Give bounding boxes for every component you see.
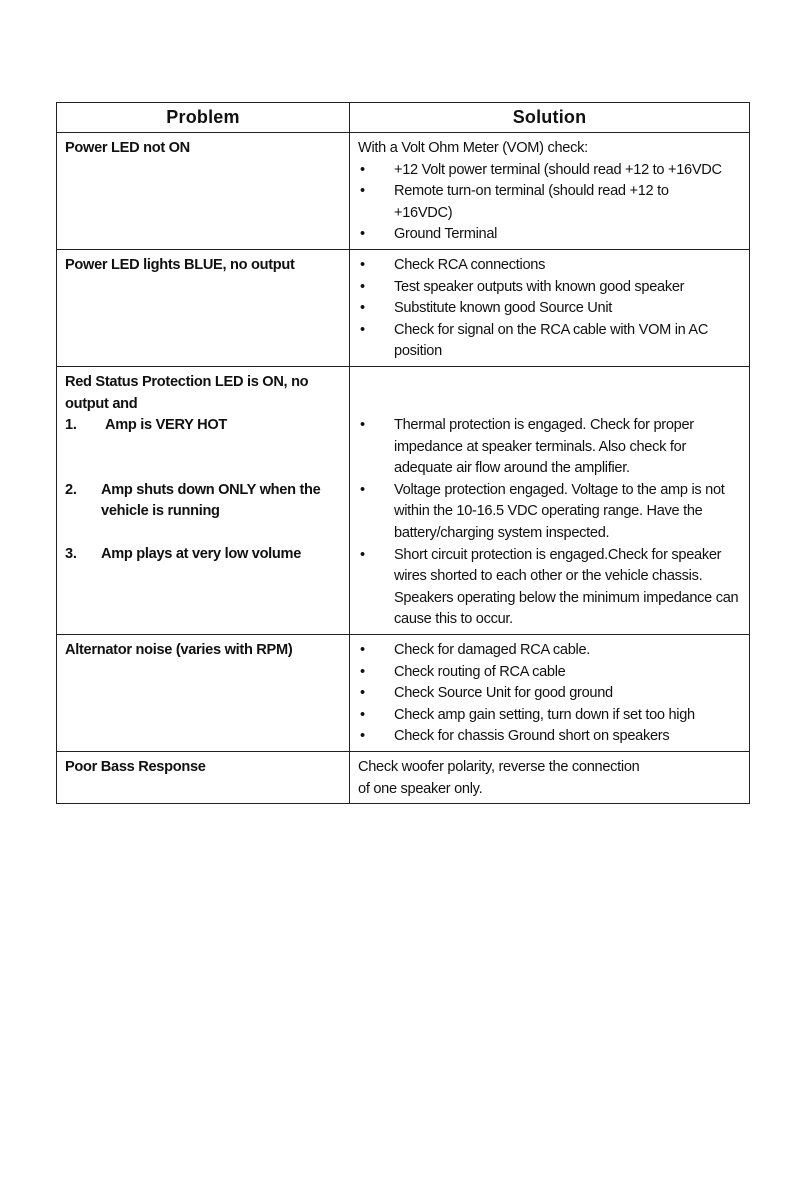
bullet-icon: • <box>360 300 365 317</box>
bullet-icon: • <box>360 183 365 200</box>
solution-bullet-list <box>358 640 743 748</box>
problem-cell <box>57 249 350 366</box>
table-header-row <box>57 103 750 133</box>
list-item: • Check RCA connections <box>358 255 743 277</box>
problem-heading: Red Status Protection LED is ON, no output and <box>65 373 309 412</box>
item-number: 2. <box>65 481 77 498</box>
table-row <box>57 133 750 250</box>
table-row <box>57 366 750 634</box>
troubleshooting-table <box>56 102 750 804</box>
problem-cell <box>57 751 350 803</box>
bullet-icon: • <box>360 641 365 658</box>
table-row <box>57 634 750 751</box>
bullet-icon: • <box>360 706 365 723</box>
list-item: • Substitute known good Source Unit <box>358 298 743 320</box>
bullet-icon: • <box>360 226 365 243</box>
problem-cell <box>57 366 350 634</box>
table-row <box>57 751 750 803</box>
problem-text: Alternator noise (varies with RPM) <box>65 641 293 658</box>
solution-cell <box>350 634 750 751</box>
problem-text: Power LED not ON <box>65 140 190 156</box>
solution-column-header: Solution <box>350 103 750 133</box>
solution-bullet-list <box>358 255 743 363</box>
list-item: • Check for signal on the RCA cable with VOM in AC position <box>360 321 709 360</box>
solution-intro: With a Volt Ohm Meter (VOM) check: <box>358 140 588 156</box>
problem-text: Poor Bass Response <box>65 758 206 775</box>
list-item: • +12 Volt power terminal (should read +12 to +16VDC <box>358 160 743 182</box>
bullet-icon: • <box>360 546 365 563</box>
list-item: • Voltage protection engaged. Voltage to the amp is not within the 10-16.5 VDC operating range. Have the battery/charging system inspected. <box>360 481 725 541</box>
problem-cell <box>57 634 350 751</box>
bullet-icon: • <box>360 321 365 338</box>
numbered-problem-item <box>65 544 343 566</box>
problem-cell <box>57 133 350 250</box>
bullet-icon: • <box>360 416 365 433</box>
solution-line: Check woofer polarity, reverse the connection <box>358 758 640 775</box>
bullet-icon: • <box>360 256 365 273</box>
problem-text: Amp plays at very low volume <box>101 545 302 562</box>
problem-text: Power LED lights BLUE, no output <box>65 256 295 273</box>
list-item: • Ground Terminal <box>358 224 743 246</box>
numbered-problem-item <box>65 480 343 523</box>
bullet-icon: • <box>360 728 365 745</box>
item-number: 3. <box>65 545 77 562</box>
solution-cell <box>350 751 750 803</box>
numbered-problem-item <box>65 415 343 437</box>
table-row <box>57 249 750 366</box>
solution-line: of one speaker only. <box>358 780 483 797</box>
list-item: • Check routing of RCA cable <box>358 662 743 684</box>
item-number: 1. <box>65 417 77 434</box>
list-item: • Thermal protection is engaged. Check for proper impedance at speaker terminals. Also check for adequate air flow around the amplifier. <box>360 416 694 477</box>
solution-cell <box>350 249 750 366</box>
solution-bullet-list <box>358 160 743 246</box>
bullet-icon: • <box>360 278 365 295</box>
list-item: • Check for damaged RCA cable. <box>358 640 743 662</box>
problem-text: Amp is VERY HOT <box>105 417 228 434</box>
bullet-icon: • <box>360 663 365 680</box>
bullet-icon: • <box>360 481 365 498</box>
problem-column-header: Problem <box>57 103 350 133</box>
list-item: • Check for chassis Ground short on speakers <box>358 726 743 748</box>
problem-text: Amp shuts down ONLY when the vehicle is running <box>101 481 321 520</box>
list-item: • Short circuit protection is engaged.Check for speaker wires shorted to each other or the vehicle chassis. Speakers operating below the minimum impedance can cause this to occur. <box>360 546 739 628</box>
solution-cell <box>350 366 750 634</box>
list-item: • Check Source Unit for good ground <box>358 683 743 705</box>
list-item: • Test speaker outputs with known good speaker <box>358 277 743 299</box>
solution-bullet-list <box>358 415 743 631</box>
bullet-icon: • <box>360 685 365 702</box>
list-item: • Remote turn-on terminal (should read +12 to +16VDC) <box>360 183 669 221</box>
list-item: • Check amp gain setting, turn down if set too high <box>358 705 743 727</box>
bullet-icon: • <box>360 161 365 178</box>
solution-cell <box>350 133 750 250</box>
